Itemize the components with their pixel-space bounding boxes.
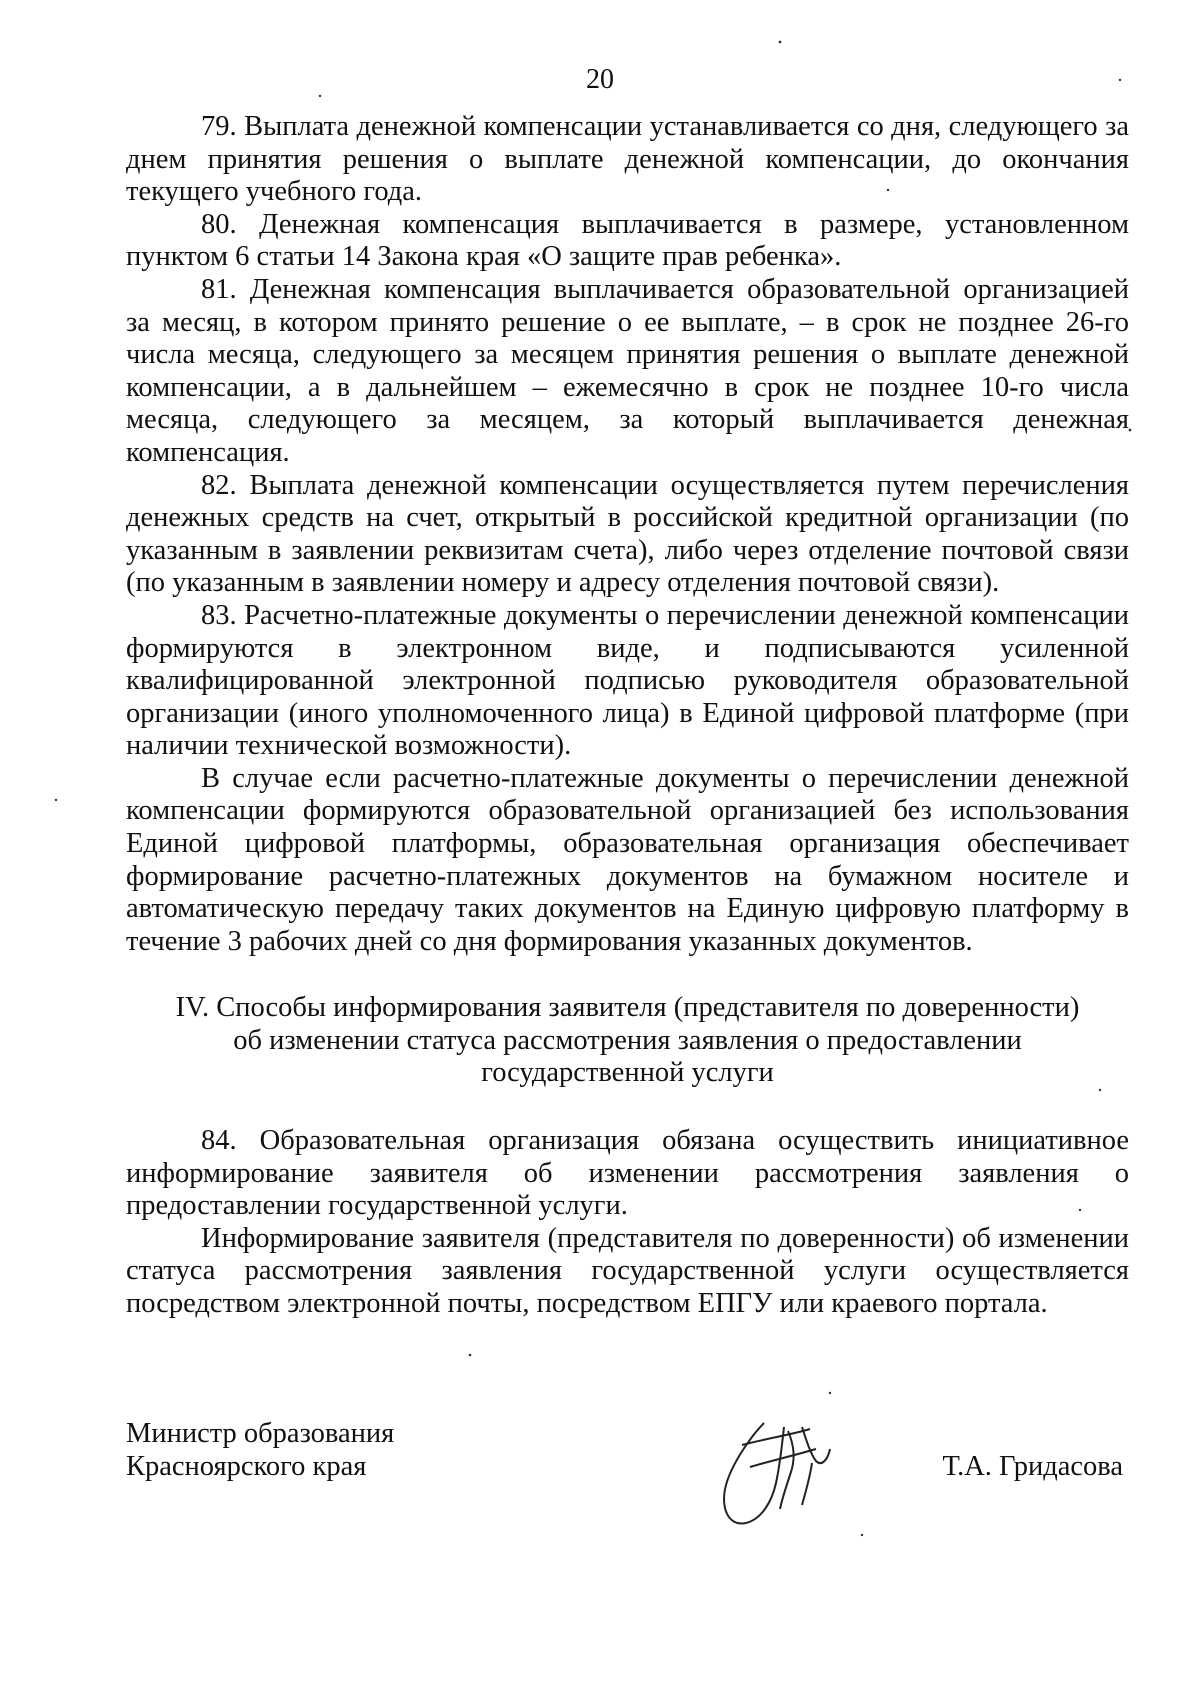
signer-title-line: Красноярского края [126, 1451, 367, 1482]
section-heading-line: государственной услуги [481, 1057, 774, 1089]
handwritten-signature [706, 1405, 846, 1535]
paragraph-82: 82. Выплата денежной компенсации осуществляется путем перечисления денежных средств на счет, открытый в российской кредитной организации (по указанным в заявлении реквизитам счета), либо через отделение почтовой связи (по указанным в заявлении номеру и адресу отделения почтовой связи). [126, 469, 1129, 599]
signer-title [126, 1417, 394, 1483]
signature-block [126, 1417, 1129, 1537]
section-heading-line: IV. Способы информирования заявителя (представителя по доверенности) [175, 992, 1080, 1023]
page-number: 20 [586, 64, 614, 95]
signer-name: Т.А. Гридасова [942, 1451, 1123, 1482]
paragraph-83: 83. Расчетно-платежные документы о перечислении денежной компенсации формируются в электронном виде, и подписываются усиленной квалифицированной электронной подписью руководителя образовательной организации (иного уполномоченного лица) в Единой цифровой платформе (при наличии технической возможности). [126, 599, 1129, 762]
section-heading-line: об изменении статуса рассмотрения заявления о предоставлении [233, 1024, 1022, 1056]
paragraph-79: 79. Выплата денежной компенсации устанавливается со дня, следующего за днем принятия решения о выплате денежной компенсации, до окончания текущего учебного года. [126, 111, 1129, 208]
paragraph-84-continuation: Информирование заявителя (представителя по доверенности) об изменении статуса рассмотрения заявления государственной услуги осуществляется посредством электронной почты, посредством ЕПГУ или краевого портала. [126, 1222, 1129, 1319]
section-iv-heading [126, 992, 1129, 1090]
section-iv-body [126, 1125, 1129, 1321]
paragraph-81: 81. Денежная компенсация выплачивается образовательной организацией за месяц, в котором принято решение о ее выплате, – в срок не позднее 26-го числа месяца, следующего за месяцем принятия решения о выплате денежной компенсации, а в дальнейшем – ежемесячно в срок не позднее 10-го числа месяца, следующего за месяцем, за который выплачивается денежная компенсация. [126, 273, 1129, 468]
paragraph-80: 80. Денежная компенсация выплачивается в размере, установленном пунктом 6 статьи 14 Закона края «О защите прав ребенка». [126, 208, 1129, 273]
signer-title-line: Министр образования [126, 1418, 395, 1449]
section-iii-body [126, 111, 1129, 958]
paragraph-84: 84. Образовательная организация обязана осуществить инициативное информирование заявителя об изменении рассмотрения заявления о предоставлении государственной услуги. [126, 1125, 1129, 1222]
paragraph-83-continuation: В случае если расчетно-платежные документы о перечислении денежной компенсации формируются образовательной организацией без использования Единой цифровой платформы, образовательная организация обеспечивает формирование расчетно-платежных документов на бумажном носителе и автоматическую передачу таких документов на Единую цифровую платформу в течение 3 рабочих дней со дня формирования указанных документов. [126, 762, 1129, 957]
